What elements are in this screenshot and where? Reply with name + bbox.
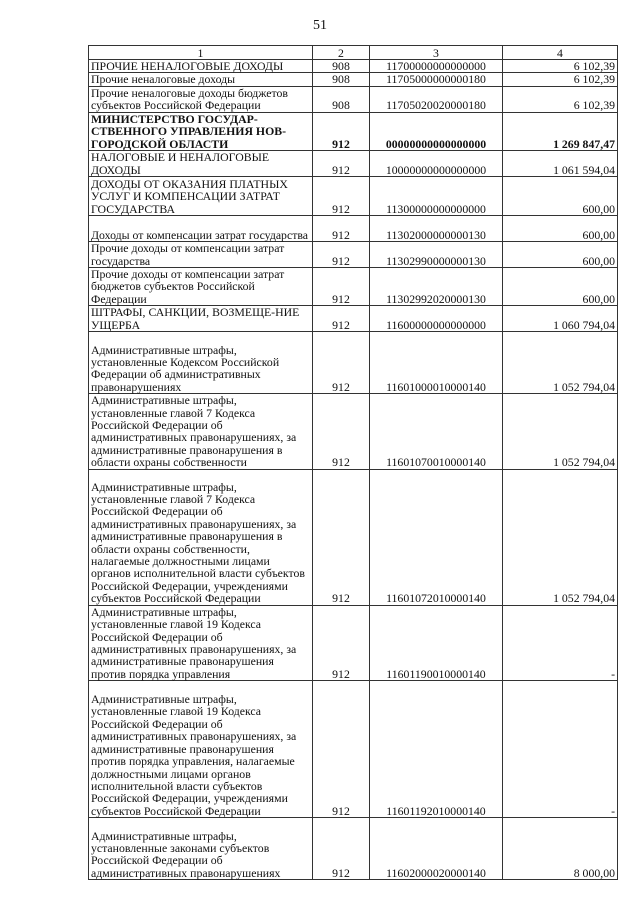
header-col-2: 2 [313,46,370,60]
row-amount-cell: 1 060 794,04 [503,306,618,332]
row-amount-cell: 600,00 [503,177,618,216]
row-name-cell: Административные штрафы, установленные Кодексом Российской Федерации об административных правонарушениях [89,332,313,394]
table-body [89,60,618,880]
table-row [89,605,618,680]
row-classification-code-cell: 11302000000000130 [370,216,503,242]
row-admin-code-cell: 912 [313,306,370,332]
row-admin-code-cell: 912 [313,242,370,268]
row-classification-code-cell: 11601192010000140 [370,681,503,818]
page-number: 51 [313,18,327,33]
row-name-cell: Административные штрафы, установленные главой 7 Кодекса Российской Федерации об административных правонарушениях, за административные правонарушения в области охраны собственности, налагаемые должностными лицами органов исполнительной власти субъектов Российской Федерации, учреждениями субъектов Российской Федерации [89,469,313,605]
table-header-row [89,46,618,60]
row-amount-cell: 1 269 847,47 [503,112,618,150]
row-name-cell: МИНИСТЕРСТВО ГОСУДАР-СТВЕННОГО УПРАВЛЕНИЯ НОВ-ГОРОДСКОЙ ОБЛАСТИ [89,112,313,150]
row-amount-cell: 1 052 794,04 [503,394,618,469]
row-name-cell: Прочие неналоговые доходы [89,73,313,86]
row-amount-cell: 1 052 794,04 [503,469,618,605]
row-admin-code-cell: 912 [313,177,370,216]
row-amount-cell: - [503,681,618,818]
row-admin-code-cell: 908 [313,86,370,112]
row-admin-code-cell: 912 [313,818,370,880]
row-classification-code-cell: 11302990000000130 [370,242,503,268]
row-classification-code-cell: 11300000000000000 [370,177,503,216]
row-name-cell: Прочие доходы от компенсации затрат бюджетов субъектов Российской Федерации [89,268,313,306]
row-admin-code-cell: 912 [313,112,370,150]
row-admin-code-cell: 912 [313,268,370,306]
table-row [89,242,618,268]
row-name-cell: Административные штрафы, установленные главой 19 Кодекса Российской Федерации об административных правонарушениях, за административные правонарушения против порядка управления, налагаемые должностными лицами органов исполнительной власти субъектов Российской Федерации, учреждениями субъектов Российской Федерации [89,681,313,818]
row-name-cell: Доходы от компенсации затрат государства [89,216,313,242]
row-classification-code-cell: 11600000000000000 [370,306,503,332]
row-name-cell: НАЛОГОВЫЕ И НЕНАЛОГОВЫЕ ДОХОДЫ [89,151,313,177]
row-classification-code-cell: 10000000000000000 [370,151,503,177]
row-amount-cell: 600,00 [503,242,618,268]
table-row [89,306,618,332]
row-name-cell: Административные штрафы, установленные законами субъектов Российской Федерации об административных правонарушениях [89,818,313,880]
row-amount-cell: 1 061 594,04 [503,151,618,177]
row-classification-code-cell: 11700000000000000 [370,60,503,73]
row-classification-code-cell: 11601190010000140 [370,605,503,680]
row-admin-code-cell: 912 [313,605,370,680]
row-classification-code-cell: 11602000020000140 [370,818,503,880]
table-row [89,268,618,306]
row-admin-code-cell: 912 [313,151,370,177]
row-amount-cell: 600,00 [503,216,618,242]
table-row [89,112,618,150]
row-name-cell: ПРОЧИЕ НЕНАЛОГОВЫЕ ДОХОДЫ [89,60,313,73]
row-amount-cell: 600,00 [503,268,618,306]
row-amount-cell: - [503,605,618,680]
row-name-cell: Административные штрафы, установленные главой 19 Кодекса Российской Федерации об административных правонарушениях, за административные правонарушения против порядка управления [89,605,313,680]
budget-table [88,45,618,880]
table-row [89,177,618,216]
row-amount-cell: 8 000,00 [503,818,618,880]
table-row [89,681,618,818]
row-amount-cell: 6 102,39 [503,73,618,86]
row-amount-cell: 6 102,39 [503,60,618,73]
table-row [89,73,618,86]
row-admin-code-cell: 908 [313,60,370,73]
row-classification-code-cell: 11601072010000140 [370,469,503,605]
row-name-cell: Административные штрафы, установленные главой 7 Кодекса Российской Федерации об административных правонарушениях, за административные правонарушения в области охраны собственности [89,394,313,469]
row-amount-cell: 1 052 794,04 [503,332,618,394]
row-admin-code-cell: 912 [313,216,370,242]
header-col-3: 3 [370,46,503,60]
row-admin-code-cell: 908 [313,73,370,86]
row-name-cell: Прочие неналоговые доходы бюджетов субъектов Российской Федерации [89,86,313,112]
table-row [89,216,618,242]
row-classification-code-cell: 00000000000000000 [370,112,503,150]
row-classification-code-cell: 11705020020000180 [370,86,503,112]
row-admin-code-cell: 912 [313,332,370,394]
row-classification-code-cell: 11705000000000180 [370,73,503,86]
row-admin-code-cell: 912 [313,394,370,469]
row-admin-code-cell: 912 [313,469,370,605]
table-row [89,394,618,469]
table-row [89,86,618,112]
header-col-1: 1 [89,46,313,60]
table-row [89,469,618,605]
row-admin-code-cell: 912 [313,681,370,818]
row-classification-code-cell: 11601000010000140 [370,332,503,394]
header-col-4: 4 [503,46,618,60]
row-name-cell: Прочие доходы от компенсации затрат государства [89,242,313,268]
row-amount-cell: 6 102,39 [503,86,618,112]
row-classification-code-cell: 11601070010000140 [370,394,503,469]
row-name-cell: ШТРАФЫ, САНКЦИИ, ВОЗМЕЩЕ-НИЕ УЩЕРБА [89,306,313,332]
table-row [89,818,618,880]
row-classification-code-cell: 11302992020000130 [370,268,503,306]
table-row [89,60,618,73]
table-row [89,332,618,394]
row-name-cell: ДОХОДЫ ОТ ОКАЗАНИЯ ПЛАТНЫХ УСЛУГ И КОМПЕНСАЦИИ ЗАТРАТ ГОСУДАРСТВА [89,177,313,216]
table-row [89,151,618,177]
